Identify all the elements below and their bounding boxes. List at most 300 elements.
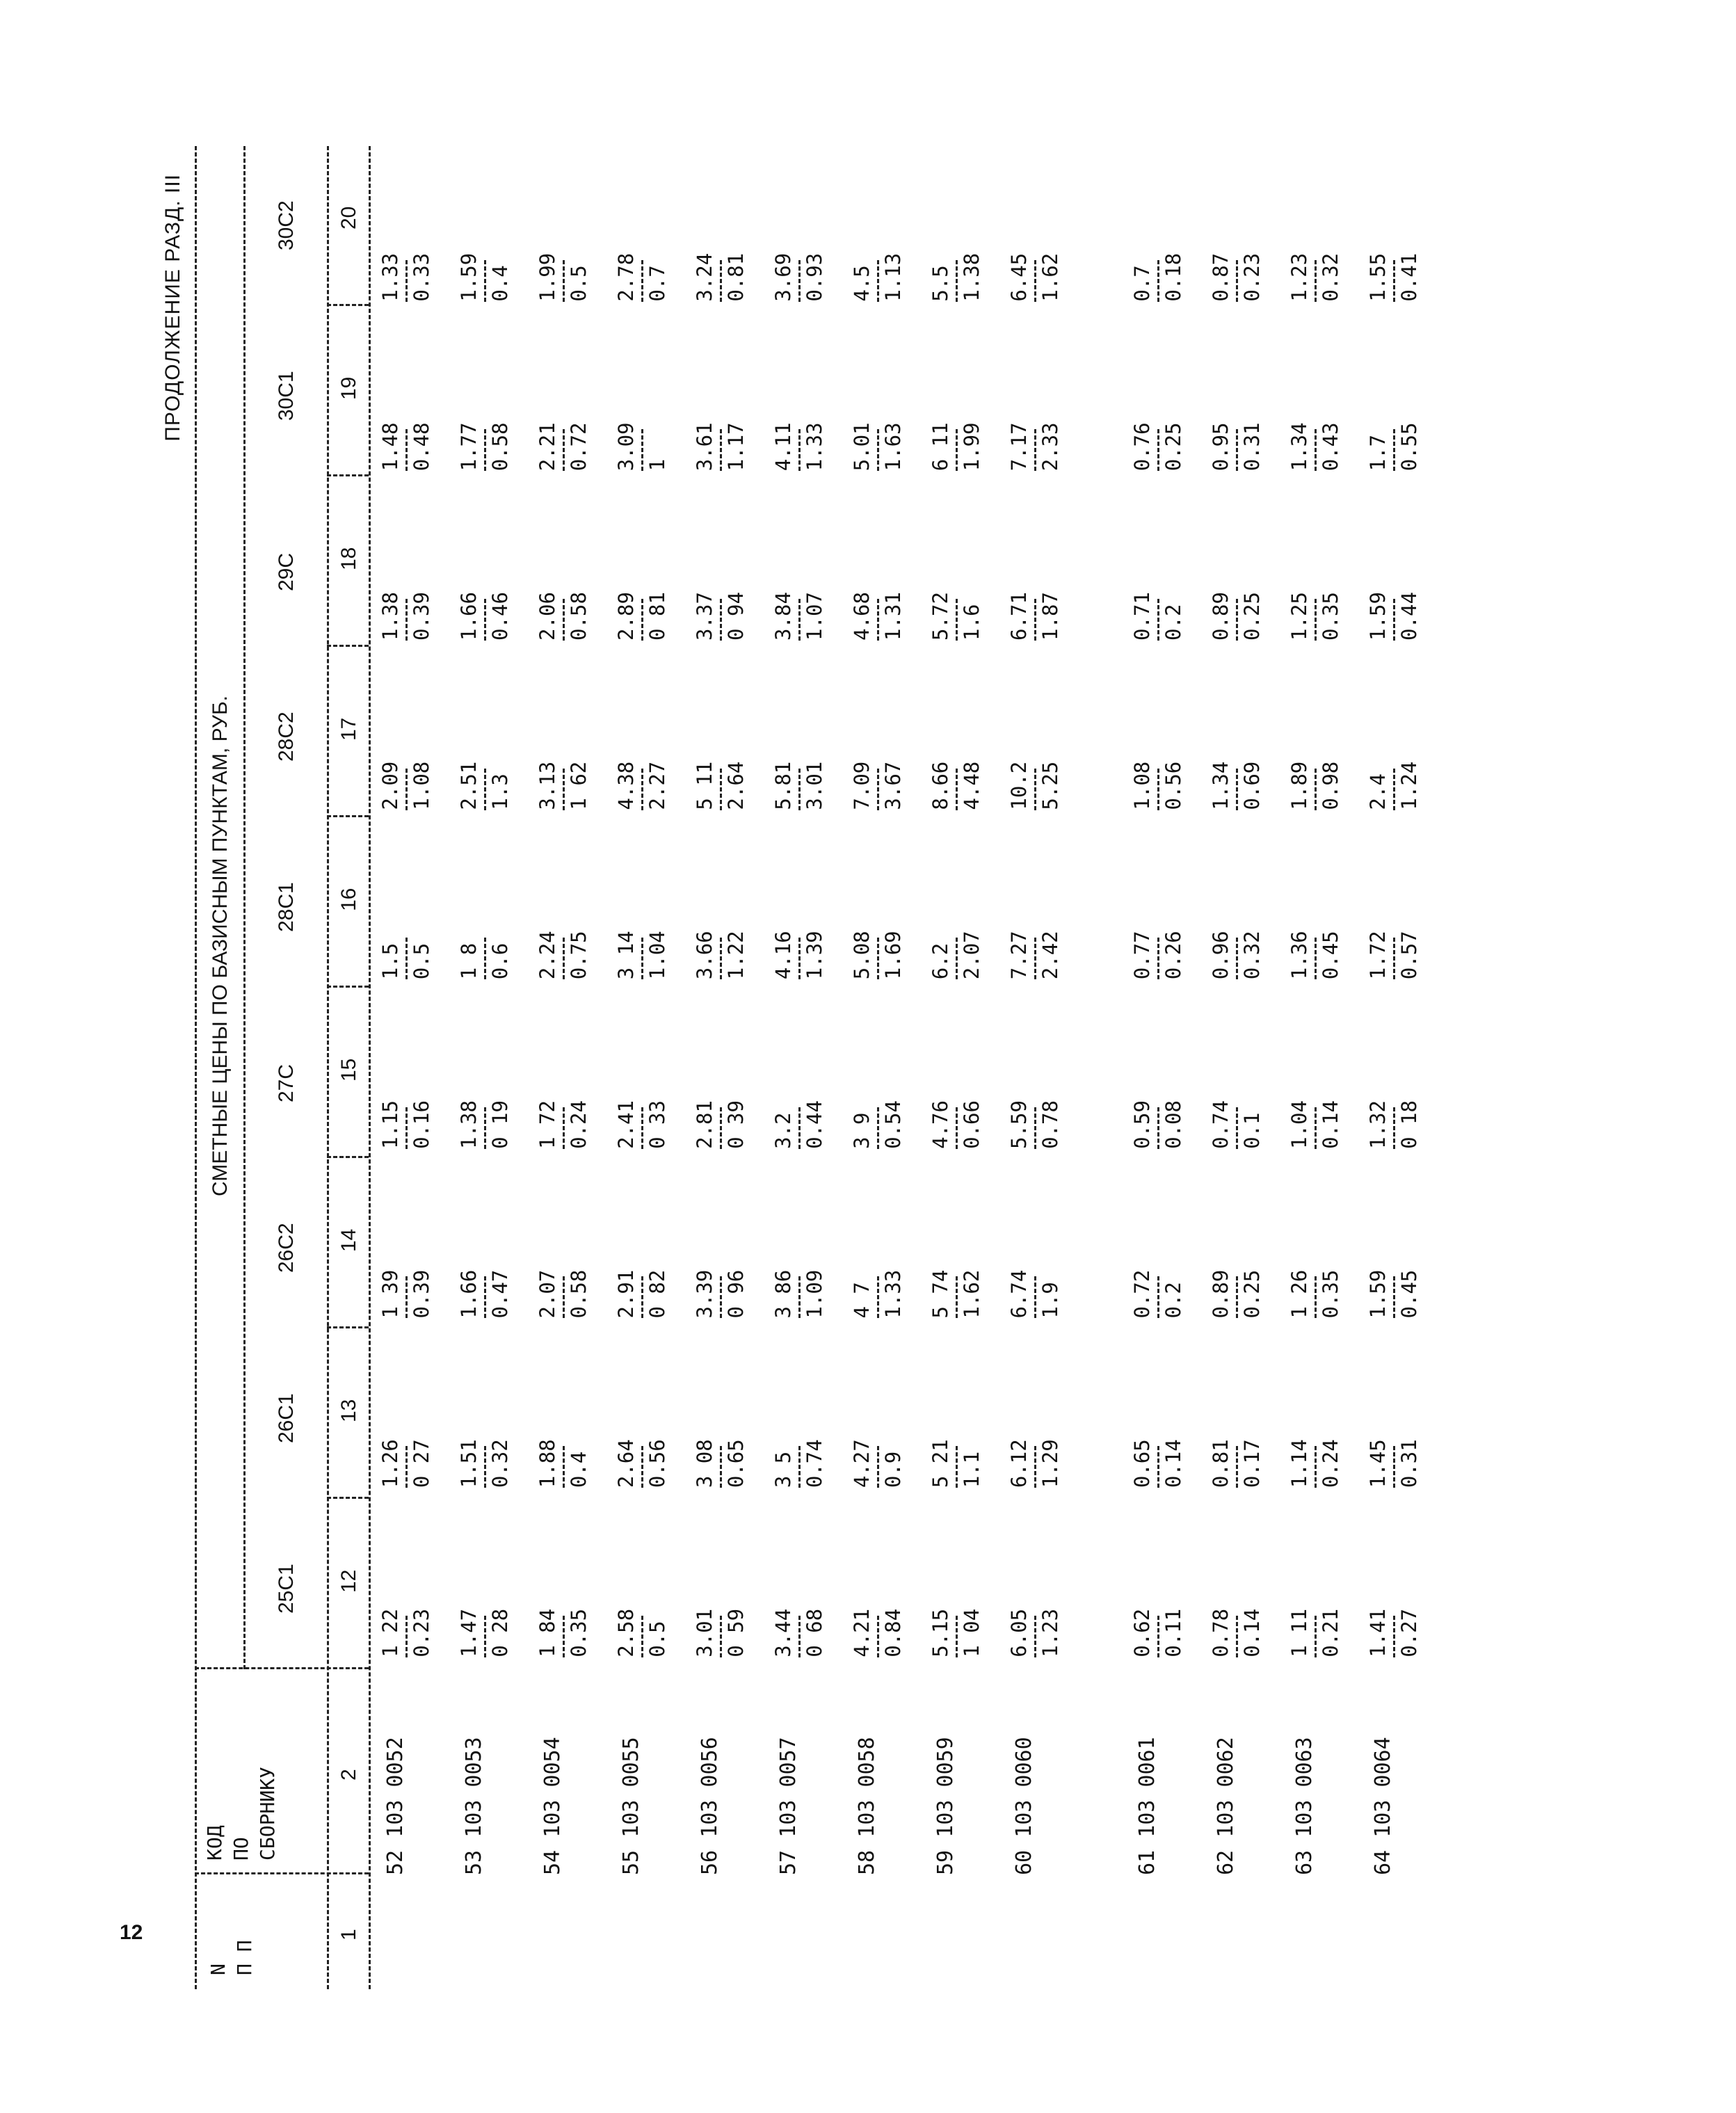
price-part: 1 04	[960, 1608, 983, 1657]
fraction-rule	[1393, 769, 1395, 810]
price-cell	[1288, 1163, 1367, 1333]
price-total: 1.32	[1366, 1100, 1390, 1149]
price-total: 1.88	[536, 1439, 559, 1488]
fraction-rule	[484, 1277, 486, 1319]
price-part: 1.08	[410, 761, 433, 810]
price-cell	[379, 146, 458, 316]
price-total: 4.38	[614, 761, 638, 810]
price-cell	[536, 654, 615, 824]
fraction-rule	[1157, 429, 1159, 471]
table-row	[1131, 146, 1209, 1989]
price-total: 6.12	[1007, 1439, 1031, 1488]
price-part: 0.56	[645, 1439, 669, 1488]
price-total: 1.7	[1366, 434, 1390, 472]
column-number: 16	[337, 887, 360, 911]
row-code: 64 103 0064	[1371, 1737, 1395, 1875]
price-part: 0 81	[645, 592, 669, 641]
row-code: 52 103 0052	[383, 1737, 408, 1875]
fraction-rule	[1393, 1107, 1395, 1149]
price-cell	[615, 654, 693, 824]
price-cell	[536, 1502, 615, 1671]
col-sep	[327, 304, 369, 306]
price-cell	[536, 824, 615, 994]
price-total: 6.74	[1007, 1269, 1031, 1319]
price-total: 1.77	[457, 422, 481, 472]
price-part: 0.32	[488, 1439, 512, 1488]
fraction-rule	[1157, 599, 1159, 641]
price-cell	[1209, 1163, 1288, 1333]
price-cell	[1008, 824, 1086, 994]
row-n-cell	[772, 1875, 851, 1989]
price-part: 0.25	[1162, 422, 1185, 472]
row-n-cell	[1288, 1875, 1367, 1989]
fraction-rule	[1236, 1446, 1238, 1488]
price-cell	[1367, 1333, 1445, 1502]
fraction-rule	[641, 938, 643, 979]
price-cell	[1131, 654, 1209, 824]
table-row	[458, 146, 536, 1989]
price-total: 4.11	[771, 422, 795, 472]
price-part: 0.39	[410, 1269, 433, 1319]
price-total: 6.05	[1007, 1608, 1031, 1657]
price-total: 0.87	[1209, 252, 1232, 302]
price-total: 5.08	[850, 931, 874, 980]
fraction-rule	[1236, 1107, 1238, 1149]
price-part: 1.39	[803, 931, 826, 980]
price-total: 1.66	[457, 1269, 481, 1319]
price-part: 1.1	[960, 1451, 983, 1488]
price-part: 5.25	[1038, 761, 1062, 810]
price-part: 0.65	[724, 1439, 748, 1488]
fraction-rule	[1236, 260, 1238, 302]
price-cell	[615, 993, 693, 1163]
price-cell	[379, 824, 458, 994]
column-number: 19	[337, 376, 360, 400]
table-row	[929, 146, 1008, 1989]
fraction-rule	[405, 938, 408, 979]
price-total: 3.84	[771, 592, 795, 641]
table-row	[536, 146, 615, 1989]
price-total: 5.15	[929, 1608, 952, 1657]
price-total: 1.25	[1287, 592, 1311, 641]
price-total: 4.5	[850, 265, 874, 302]
price-part: 1.23	[1038, 1608, 1062, 1657]
price-total: 0.95	[1209, 422, 1232, 472]
point-header: 27С	[275, 1063, 298, 1102]
price-part: 2.27	[645, 761, 669, 810]
price-total: 1.72	[1366, 931, 1390, 980]
price-part: 1.6	[960, 604, 983, 641]
price-part: 0.08	[1162, 1100, 1185, 1149]
row-n-cell	[1367, 1875, 1445, 1989]
fraction-rule	[1236, 1616, 1238, 1657]
price-part: 0.44	[1397, 592, 1421, 641]
price-part: 0.84	[881, 1608, 905, 1657]
fraction-rule	[877, 429, 879, 471]
price-cell	[536, 1333, 615, 1502]
price-part: 0 19	[488, 1100, 512, 1149]
price-total: 5.01	[850, 422, 874, 472]
price-part: 0.48	[410, 422, 433, 472]
price-cell	[1288, 1502, 1367, 1671]
price-part: 0.23	[1240, 252, 1264, 302]
table-row	[615, 146, 693, 1989]
price-part: 0.81	[724, 252, 748, 302]
fraction-rule	[877, 1616, 879, 1657]
fraction-rule	[956, 429, 958, 471]
price-part: 0.45	[1397, 1269, 1421, 1319]
fraction-rule	[1315, 1616, 1317, 1657]
fraction-rule	[1236, 429, 1238, 471]
price-total: 1.14	[1287, 1439, 1311, 1488]
fraction-rule	[720, 1616, 722, 1657]
fraction-rule	[563, 1446, 565, 1488]
price-total: 3.2	[771, 1112, 795, 1149]
header-rule	[327, 146, 329, 1989]
price-total: 4.68	[850, 592, 874, 641]
price-cell	[536, 993, 615, 1163]
fraction-rule	[1236, 938, 1238, 979]
price-part: 0 18	[1397, 1100, 1421, 1149]
fraction-rule	[1236, 599, 1238, 641]
price-part: 0.11	[1162, 1608, 1185, 1657]
price-part: 0.7	[645, 265, 669, 302]
price-total: 3.01	[693, 1608, 716, 1657]
price-cell	[1008, 993, 1086, 1163]
fraction-rule	[405, 1277, 408, 1319]
point-header: 26С1	[275, 1393, 298, 1443]
col-sep	[195, 1872, 369, 1874]
row-code: 61 103 0061	[1135, 1737, 1159, 1875]
price-part: 1.3	[488, 773, 512, 810]
price-total: 1 72	[536, 1100, 559, 1149]
row-code: 62 103 0062	[1214, 1737, 1238, 1875]
fraction-rule	[1157, 938, 1159, 979]
price-part: 0.66	[960, 1100, 983, 1149]
price-total: 1.59	[457, 252, 481, 302]
price-part: 0.24	[1319, 1439, 1342, 1488]
fraction-rule	[798, 769, 801, 810]
fraction-rule	[405, 260, 408, 302]
price-cell	[615, 485, 693, 654]
price-total: 3 9	[850, 1112, 874, 1149]
price-part: 0.58	[567, 592, 590, 641]
table-row	[1008, 146, 1086, 1989]
price-cell	[693, 824, 772, 994]
price-total: 1.45	[1366, 1439, 1390, 1488]
fraction-rule	[720, 938, 722, 979]
price-total: 1.23	[1287, 252, 1311, 302]
price-cell	[379, 485, 458, 654]
price-part: 0.14	[1319, 1100, 1342, 1149]
fraction-rule	[1034, 429, 1036, 471]
price-cell	[1288, 316, 1367, 485]
fraction-rule	[1315, 599, 1317, 641]
price-cell	[1209, 1502, 1288, 1671]
fraction-rule	[956, 260, 958, 302]
price-cell	[1367, 1163, 1445, 1333]
header-code: КОД ПО СБОРНИКУ	[203, 1767, 279, 1861]
price-total: 10.2	[1007, 761, 1031, 810]
col-sep	[327, 645, 369, 647]
price-total: 2.78	[614, 252, 638, 302]
table-row	[1288, 146, 1367, 1989]
price-total: 4.16	[771, 931, 795, 980]
price-total: 1.33	[378, 252, 402, 302]
row-code: 63 103 0063	[1292, 1737, 1317, 1875]
price-cell	[379, 1163, 458, 1333]
price-part: 0 39	[724, 1100, 748, 1149]
price-part: 0.2	[1162, 1282, 1185, 1319]
fraction-rule	[1315, 1277, 1317, 1319]
price-cell	[379, 1333, 458, 1502]
price-total: 3.39	[693, 1269, 716, 1319]
price-cell	[1367, 316, 1445, 485]
point-header: 30С2	[275, 200, 298, 250]
price-total: 3.69	[771, 252, 795, 302]
row-n-cell	[615, 1875, 693, 1989]
row-n-cell	[1008, 1875, 1086, 1989]
fraction-rule	[405, 1107, 408, 1149]
fraction-rule	[720, 1446, 722, 1488]
fraction-rule	[405, 1446, 408, 1488]
price-cell	[1131, 146, 1209, 316]
row-code: 59 103 0059	[933, 1737, 958, 1875]
fraction-rule	[1157, 260, 1159, 302]
price-cell	[1131, 1163, 1209, 1333]
col-number-rule	[369, 146, 371, 1989]
price-total: 1.99	[536, 252, 559, 302]
fraction-rule	[1034, 1277, 1036, 1319]
price-part: 0.25	[1240, 1269, 1264, 1319]
price-cell	[1131, 316, 1209, 485]
price-total: 1.59	[1366, 1269, 1390, 1319]
price-cell	[929, 316, 1008, 485]
fraction-rule	[720, 260, 722, 302]
table-row	[1367, 146, 1445, 1989]
price-part: 0 59	[724, 1608, 748, 1657]
price-cell	[1288, 654, 1367, 824]
price-part: 1.07	[803, 592, 826, 641]
price-part: 0.23	[410, 1608, 433, 1657]
price-cell	[693, 1333, 772, 1502]
price-part: 0.17	[1240, 1439, 1264, 1488]
price-part: 0 28	[488, 1608, 512, 1657]
price-part: 0.93	[803, 252, 826, 302]
price-part: 0.54	[881, 1100, 905, 1149]
fraction-rule	[1315, 938, 1317, 979]
price-total: 1.51	[457, 1439, 481, 1488]
price-cell	[851, 316, 929, 485]
price-total: 0.81	[1209, 1439, 1232, 1488]
price-table	[153, 146, 1544, 1989]
fraction-rule	[798, 599, 801, 641]
price-part: 0 33	[645, 1100, 669, 1149]
price-cell	[851, 1502, 929, 1671]
fraction-rule	[1393, 1446, 1395, 1488]
price-part: 0.5	[567, 265, 590, 302]
fraction-rule	[405, 429, 408, 471]
price-total: 5.5	[929, 265, 952, 302]
header-group-title: СМЕТНЫЕ ЦЕНЫ ПО БАЗИСНЫМ ПУНКТАМ, РУБ.	[209, 696, 232, 1196]
price-part: 0.43	[1319, 422, 1342, 472]
header-n: N П П	[207, 1940, 256, 1975]
price-cell	[1131, 1502, 1209, 1671]
price-total: 1.5	[378, 942, 402, 980]
price-total: 1 26	[1287, 1269, 1311, 1319]
row-n-cell	[693, 1875, 772, 1989]
price-part: 1 62	[567, 761, 590, 810]
column-number: 14	[337, 1228, 360, 1252]
price-total: 1.89	[1287, 761, 1311, 810]
price-total: 1.08	[1130, 761, 1154, 810]
col-sep	[327, 986, 369, 988]
price-part: 0.9	[881, 1451, 905, 1488]
column-number: 15	[337, 1058, 360, 1082]
fraction-rule	[484, 1446, 486, 1488]
price-total: 3.61	[693, 422, 716, 472]
price-cell	[1008, 316, 1086, 485]
price-part: 1.99	[960, 422, 983, 472]
price-part: 1.63	[881, 422, 905, 472]
price-cell	[1367, 485, 1445, 654]
price-cell	[1367, 146, 1445, 316]
price-part: 0.4	[488, 265, 512, 302]
row-code: 56 103 0056	[698, 1737, 722, 1875]
price-total: 1.66	[457, 592, 481, 641]
price-cell	[772, 316, 851, 485]
price-cell	[615, 1163, 693, 1333]
price-cell	[458, 1502, 536, 1671]
price-cell	[929, 146, 1008, 316]
price-total: 3.37	[693, 592, 716, 641]
price-total: 5 21	[929, 1439, 952, 1488]
price-cell	[1288, 824, 1367, 994]
table-row	[693, 146, 772, 1989]
price-cell	[1008, 485, 1086, 654]
price-part: 0.18	[1162, 252, 1185, 302]
price-cell	[615, 1502, 693, 1671]
fraction-rule	[484, 1107, 486, 1149]
point-header: 25С1	[275, 1564, 298, 1614]
price-cell	[615, 824, 693, 994]
fraction-rule	[877, 1107, 879, 1149]
fraction-rule	[641, 260, 643, 302]
price-part: 1.62	[1038, 252, 1062, 302]
point-header: 26С2	[275, 1223, 298, 1273]
price-total: 6.2	[929, 942, 952, 980]
column-number: 13	[337, 1399, 360, 1422]
price-part: 1.69	[881, 931, 905, 980]
point-header: 29С	[275, 552, 298, 591]
price-part: 0 68	[803, 1608, 826, 1657]
price-part: 0.27	[1397, 1608, 1421, 1657]
price-part: 0.56	[1162, 761, 1185, 810]
row-code: 57 103 0057	[776, 1737, 801, 1875]
price-part: 0.2	[1162, 604, 1185, 641]
fraction-rule	[1034, 260, 1036, 302]
fraction-rule	[798, 1277, 801, 1319]
price-part: 2.42	[1038, 931, 1062, 980]
price-total: 0.89	[1209, 1269, 1232, 1319]
fraction-rule	[1157, 1107, 1159, 1149]
price-cell	[536, 1163, 615, 1333]
price-cell	[929, 824, 1008, 994]
price-total: 1.15	[378, 1100, 402, 1149]
column-number: 1	[337, 1929, 360, 1941]
point-header: 28С2	[275, 712, 298, 762]
price-total: 3 5	[771, 1451, 795, 1488]
price-part: 0.14	[1240, 1608, 1264, 1657]
price-cell	[929, 654, 1008, 824]
price-total: 0.62	[1130, 1608, 1154, 1657]
fraction-rule	[1034, 1616, 1036, 1657]
price-total: 1.59	[1366, 592, 1390, 641]
fraction-rule	[877, 1446, 879, 1488]
price-cell	[693, 1502, 772, 1671]
fraction-rule	[798, 429, 801, 471]
price-cell	[1008, 146, 1086, 316]
fraction-rule	[1236, 1277, 1238, 1319]
col-sep	[327, 1326, 369, 1328]
fraction-rule	[484, 769, 486, 810]
column-number: 18	[337, 547, 360, 570]
price-part: 0.46	[488, 592, 512, 641]
price-total: 1 39	[378, 1269, 402, 1319]
price-cell	[1131, 1333, 1209, 1502]
price-cell	[1288, 993, 1367, 1163]
price-total: 5.81	[771, 761, 795, 810]
price-total: 3.44	[771, 1608, 795, 1657]
price-cell	[693, 146, 772, 316]
fraction-rule	[877, 599, 879, 641]
row-n-cell	[851, 1875, 929, 1989]
fraction-rule	[563, 260, 565, 302]
price-part: 1.62	[960, 1269, 983, 1319]
fraction-rule	[1315, 260, 1317, 302]
table-top-rule	[195, 146, 197, 1989]
price-cell	[458, 1333, 536, 1502]
price-total: 0.7	[1130, 265, 1154, 302]
price-cell	[851, 824, 929, 994]
price-cell	[458, 993, 536, 1163]
price-total: 1 84	[536, 1608, 559, 1657]
price-total: 0.76	[1130, 422, 1154, 472]
fraction-rule	[641, 1277, 643, 1319]
price-part: 0.41	[1397, 252, 1421, 302]
price-total: 8.66	[929, 761, 952, 810]
price-total: 2.07	[536, 1269, 559, 1319]
price-cell	[772, 993, 851, 1163]
price-total: 7.17	[1007, 422, 1031, 472]
price-total: 4.21	[850, 1608, 874, 1657]
price-total: 0.72	[1130, 1269, 1154, 1319]
price-total: 4.27	[850, 1439, 874, 1488]
price-cell	[536, 316, 615, 485]
price-total: 2.09	[378, 761, 402, 810]
price-cell	[1288, 1333, 1367, 1502]
price-cell	[1131, 485, 1209, 654]
price-total: 2.51	[457, 761, 481, 810]
price-total: 2.24	[536, 931, 559, 980]
price-total: 4.76	[929, 1100, 952, 1149]
fraction-rule	[877, 769, 879, 810]
row-n-cell	[536, 1875, 615, 1989]
price-total: 3.13	[536, 761, 559, 810]
price-total: 6.71	[1007, 592, 1031, 641]
price-part: 0.55	[1397, 422, 1421, 472]
price-part: 0.75	[567, 931, 590, 980]
